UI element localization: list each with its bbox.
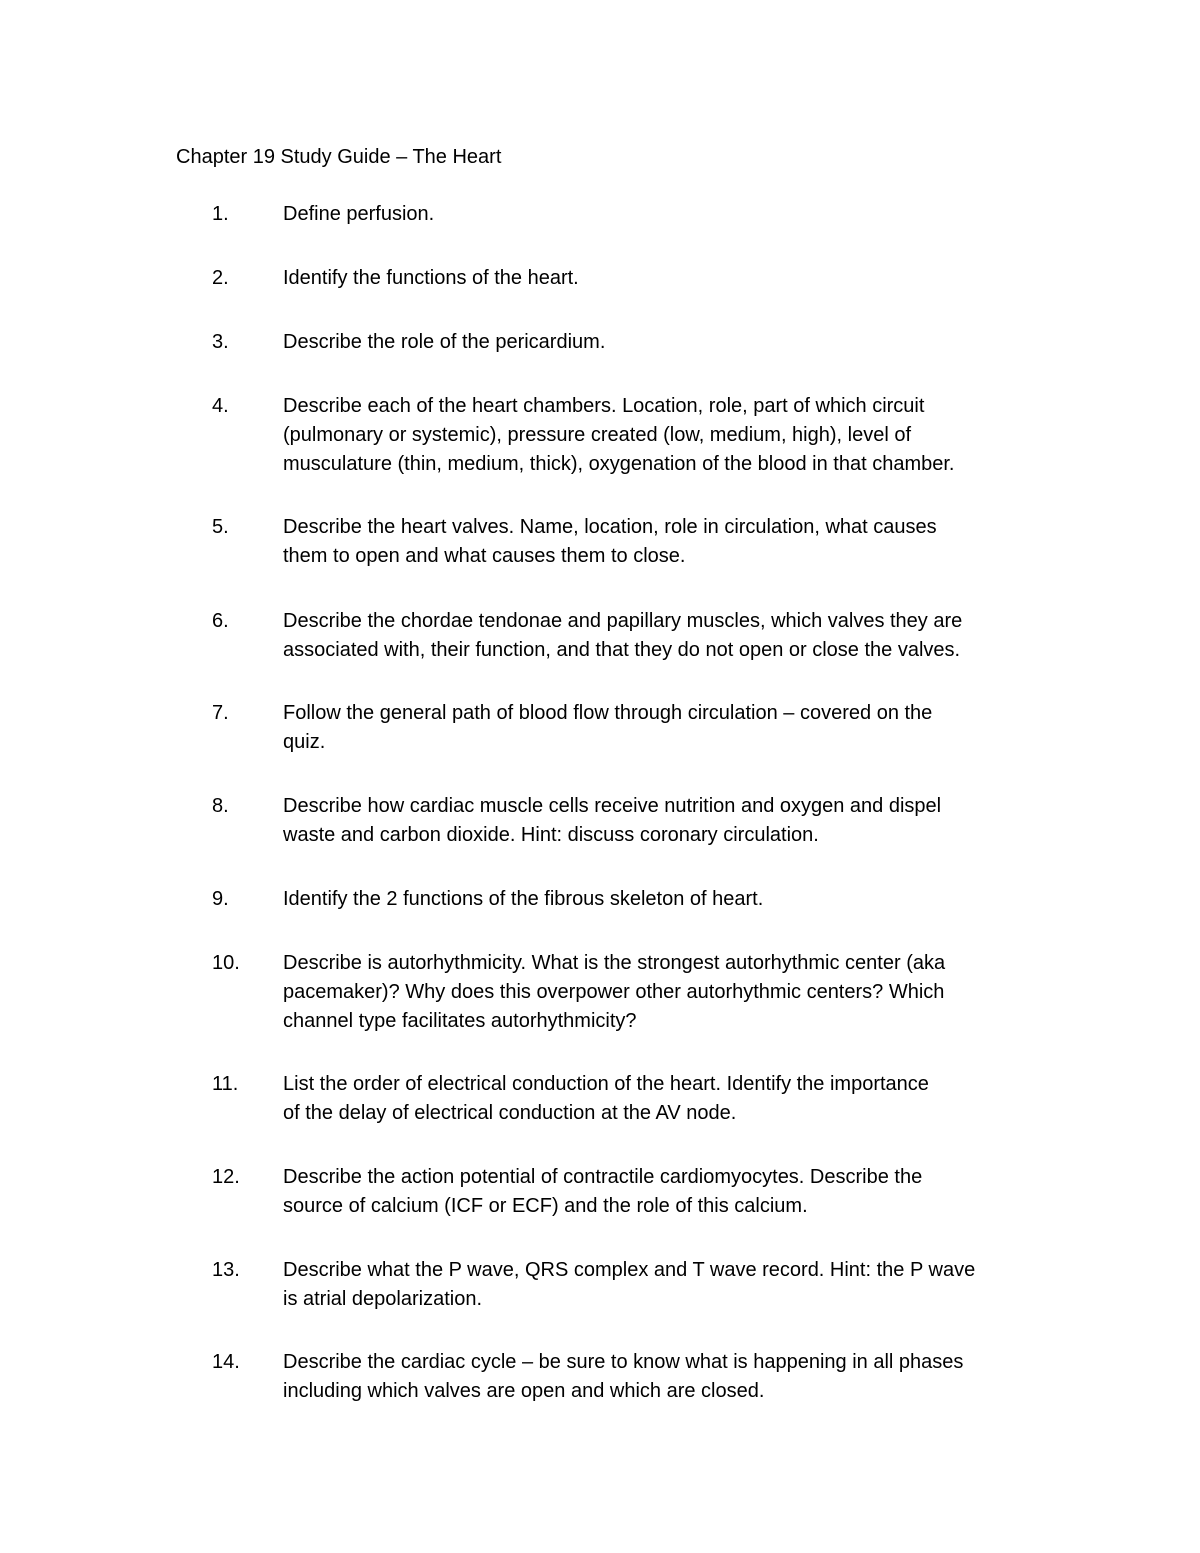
item-number: 11. bbox=[212, 1073, 239, 1095]
item-number: 1. bbox=[212, 203, 229, 225]
item-text bbox=[283, 1256, 1043, 1314]
item-line: channel type facilitates autorhythmicity? bbox=[283, 1010, 637, 1032]
item-line: List the order of electrical conduction of the heart. Identify the importance bbox=[283, 1073, 929, 1095]
item-line: Follow the general path of blood flow through circulation – covered on the bbox=[283, 702, 933, 724]
item-number: 14. bbox=[212, 1351, 240, 1373]
page-title: Chapter 19 Study Guide – The Heart bbox=[176, 146, 502, 168]
item-number: 12. bbox=[212, 1166, 240, 1188]
item-text bbox=[283, 699, 1043, 757]
item-line: Describe the heart valves. Name, location, role in circulation, what causes bbox=[283, 516, 937, 538]
item-line: Describe the cardiac cycle – be sure to know what is happening in all phases bbox=[283, 1351, 964, 1373]
item-line: source of calcium (ICF or ECF) and the role of this calcium. bbox=[283, 1195, 808, 1217]
item-text bbox=[283, 264, 1043, 293]
item-text bbox=[283, 513, 1043, 571]
item-line: Define perfusion. bbox=[283, 203, 435, 225]
item-line: Describe is autorhythmicity. What is the strongest autorhythmic center (aka bbox=[283, 952, 946, 974]
item-number: 8. bbox=[212, 795, 229, 817]
item-number: 6. bbox=[212, 610, 229, 632]
item-number: 9. bbox=[212, 888, 229, 910]
item-text bbox=[283, 392, 1043, 479]
item-text bbox=[283, 607, 1043, 665]
item-line: Describe the action potential of contractile cardiomyocytes. Describe the bbox=[283, 1166, 923, 1188]
item-number: 5. bbox=[212, 516, 229, 538]
item-number: 2. bbox=[212, 267, 229, 289]
item-line: associated with, their function, and that they do not open or close the valves. bbox=[283, 639, 961, 661]
item-number: 4. bbox=[212, 395, 229, 417]
item-number: 3. bbox=[212, 331, 229, 353]
item-text bbox=[283, 792, 1043, 850]
item-line: Identify the 2 functions of the fibrous skeleton of heart. bbox=[283, 888, 764, 910]
item-line: waste and carbon dioxide. Hint: discuss coronary circulation. bbox=[283, 824, 819, 846]
item-line: Describe what the P wave, QRS complex and T wave record. Hint: the P wave bbox=[283, 1259, 976, 1281]
item-text bbox=[283, 1348, 1043, 1406]
item-line: musculature (thin, medium, thick), oxygenation of the blood in that chamber. bbox=[283, 453, 955, 475]
item-line: Describe how cardiac muscle cells receive nutrition and oxygen and dispel bbox=[283, 795, 942, 817]
item-text bbox=[283, 200, 1043, 229]
item-text bbox=[283, 1163, 1043, 1221]
item-line: (pulmonary or systemic), pressure created (low, medium, high), level of bbox=[283, 424, 912, 446]
item-text bbox=[283, 949, 1043, 1036]
item-text bbox=[283, 1070, 1043, 1128]
item-line: quiz. bbox=[283, 731, 326, 753]
item-number: 7. bbox=[212, 702, 229, 724]
item-line: Describe the role of the pericardium. bbox=[283, 331, 606, 353]
item-line: them to open and what causes them to close. bbox=[283, 545, 686, 567]
item-line: is atrial depolarization. bbox=[283, 1288, 482, 1310]
item-line: of the delay of electrical conduction at the AV node. bbox=[283, 1102, 737, 1124]
item-number: 10. bbox=[212, 952, 240, 974]
item-text bbox=[283, 328, 1043, 357]
item-number: 13. bbox=[212, 1259, 240, 1281]
item-text bbox=[283, 885, 1043, 914]
item-line: Describe the chordae tendonae and papillary muscles, which valves they are bbox=[283, 610, 963, 632]
item-line: Identify the functions of the heart. bbox=[283, 267, 579, 289]
item-line: Describe each of the heart chambers. Location, role, part of which circuit bbox=[283, 395, 925, 417]
item-line: including which valves are open and which are closed. bbox=[283, 1380, 765, 1402]
item-line: pacemaker)? Why does this overpower other autorhythmic centers? Which bbox=[283, 981, 945, 1003]
